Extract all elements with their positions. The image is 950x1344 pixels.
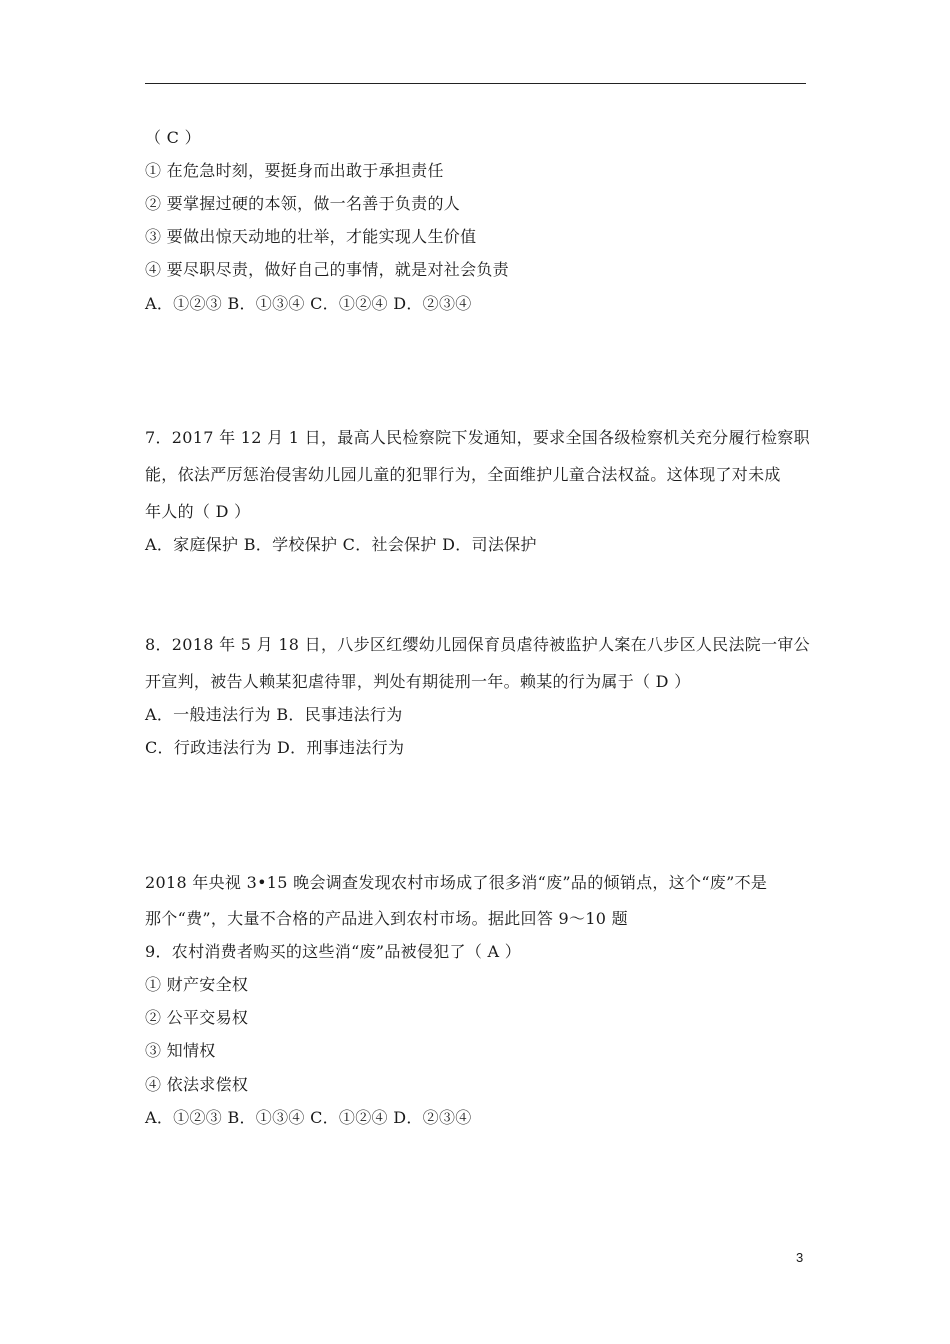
material-line-2: 那个“费”，大量不合格的产品进入到农村市场。据此回答 9～10 题 bbox=[145, 909, 628, 928]
header-rule bbox=[145, 83, 806, 84]
q6-item-1: ① 在危急时刻，要挺身而出敢于承担责任 bbox=[145, 161, 444, 180]
q9-item-3: ③ 知情权 bbox=[145, 1041, 216, 1060]
q7-options: A．家庭保护 B．学校保护 C．社会保护 D．司法保护 bbox=[145, 535, 537, 554]
q8-options-line-1: A．一般违法行为 B．民事违法行为 bbox=[145, 705, 403, 724]
q9-stem: 9．农村消费者购买的这些消“废”品被侵犯了（ A ） bbox=[145, 942, 522, 961]
q8-stem-line-2: 开宣判，被告人赖某犯虐待罪，判处有期徒刑一年。赖某的行为属于（ D ） bbox=[145, 672, 691, 691]
q9-item-1: ① 财产安全权 bbox=[145, 975, 249, 994]
q7-stem-line-1: 7．2017 年 12 月 1 日，最高人民检察院下发通知，要求全国各级检察机关充分履行检察职 bbox=[145, 428, 810, 447]
page-number: 3 bbox=[796, 1250, 804, 1265]
material-line-1: 2018 年央视 3•15 晚会调查发现农村市场成了很多消“废”品的倾销点，这个“废”不是 bbox=[145, 873, 768, 892]
q6-options: A．①②③ B．①③④ C．①②④ D．②③④ bbox=[145, 294, 472, 313]
q6-item-3: ③ 要做出惊天动地的壮举，才能实现人生价值 bbox=[145, 227, 477, 246]
q9-item-2: ② 公平交易权 bbox=[145, 1008, 249, 1027]
q6-item-2: ② 要掌握过硬的本领，做一名善于负责的人 bbox=[145, 194, 461, 213]
q9-options: A．①②③ B．①③④ C．①②④ D．②③④ bbox=[145, 1108, 472, 1127]
q6-answer-line: （ C ） bbox=[145, 128, 201, 147]
q9-item-4: ④ 依法求偿权 bbox=[145, 1075, 249, 1094]
q8-options-line-2: C．行政违法行为 D．刑事违法行为 bbox=[145, 738, 405, 757]
q7-stem-line-3: 年人的（ D ） bbox=[145, 502, 251, 521]
q7-stem-line-2: 能，依法严厉惩治侵害幼儿园儿童的犯罪行为，全面维护儿童合法权益。这体现了对未成 bbox=[145, 465, 781, 484]
q6-item-4: ④ 要尽职尽责，做好自己的事情，就是对社会负责 bbox=[145, 260, 509, 279]
q8-stem-line-1: 8．2018 年 5 月 18 日，八步区红缨幼儿园保育员虐待被监护人案在八步区人民法院一审公 bbox=[145, 635, 810, 654]
